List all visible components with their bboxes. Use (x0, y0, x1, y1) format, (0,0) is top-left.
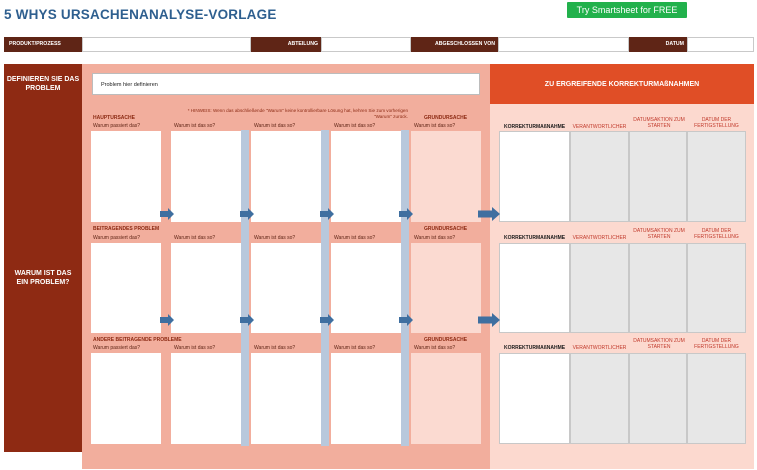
row2-finish-box[interactable] (687, 243, 746, 333)
row3-responsible-box[interactable] (570, 353, 629, 444)
row3-cause-label: ANDERE BEITRAGENDE PROBLEME (93, 337, 182, 343)
connector-strip (321, 130, 329, 446)
row3-why1-box[interactable] (91, 353, 161, 444)
row2-responsible-box[interactable] (570, 243, 629, 333)
define-problem-label: DEFINIEREN SIE DAS PROBLEM (4, 64, 82, 104)
page-title: 5 WHYS URSACHENANALYSE-VORLAGE (4, 7, 277, 22)
row3-start-hdr: DATUMSAKTION ZUM STARTEN (633, 338, 685, 350)
arrow-right-icon (399, 314, 413, 326)
row2-cause-label: BEITRAGENDES PROBLEM (93, 226, 160, 232)
row1-why2-box[interactable] (171, 131, 241, 222)
arrow-right-icon (240, 314, 254, 326)
row2-responsible-hdr: VERANTWORTLICHER (572, 235, 627, 241)
product-input[interactable] (82, 37, 251, 52)
row1-why4-box[interactable] (331, 131, 401, 222)
problem-input[interactable]: Problem hier definieren (92, 73, 480, 95)
row2-root-label: GRUNDURSACHE (424, 226, 468, 232)
row3-start-box[interactable] (629, 353, 687, 444)
row1-why3-box[interactable] (251, 131, 321, 222)
department-label: ABTEILUNG (251, 37, 321, 52)
date-label: DATUM (629, 37, 687, 52)
row3-q2: Warum ist das so? (174, 345, 216, 351)
row1-root-box[interactable] (411, 131, 481, 222)
row2-q4: Warum ist das so? (334, 235, 376, 241)
row3-q4: Warum ist das so? (334, 345, 376, 351)
row2-action-hdr: KORREKTURMAßNAHME (504, 235, 566, 241)
row1-q4: Warum ist das so? (334, 123, 376, 129)
row1-cause-label: HAUPTURSACHE (93, 115, 135, 121)
row1-root-label: GRUNDURSACHE (424, 115, 468, 121)
arrow-right-icon (160, 208, 174, 220)
row3-action-hdr: KORREKTURMAßNAHME (504, 345, 566, 351)
row1-finish-hdr: DATUM DER FERTIGSTELLUNG (694, 117, 739, 129)
row3-why4-box[interactable] (331, 353, 401, 444)
arrow-right-icon (240, 208, 254, 220)
corrective-actions-header: ZU ERGREIFENDE KORREKTURMAßNAHMEN (490, 64, 754, 104)
row1-start-hdr: DATUMSAKTION ZUM STARTEN (633, 117, 685, 129)
why-problem-label: WARUM IST DAS EIN PROBLEM? (4, 104, 82, 452)
completed-by-label: ABGESCHLOSSEN VON (411, 37, 498, 52)
row1-responsible-box[interactable] (570, 131, 629, 222)
row2-root-box[interactable] (411, 243, 481, 333)
product-label: PRODUKT/PROZESS (4, 37, 82, 52)
row3-finish-box[interactable] (687, 353, 746, 444)
arrow-right-icon (399, 208, 413, 220)
row2-why4-box[interactable] (331, 243, 401, 333)
row3-action-box[interactable] (499, 353, 570, 444)
row1-action-box[interactable] (499, 131, 570, 222)
connector-strip (401, 130, 409, 446)
arrow-right-icon (478, 207, 500, 221)
arrow-right-icon (478, 313, 500, 327)
row3-responsible-hdr: VERANTWORTLICHER (572, 345, 627, 351)
row1-q2: Warum ist das so? (174, 123, 216, 129)
row3-q3: Warum ist das so? (254, 345, 296, 351)
row2-why1-box[interactable] (91, 243, 161, 333)
hint-note: * HINWEIS: Wenn das abschließende "Warum" keine kontrollierbare Lösung hat, kehren Sie zum vorherigen "Warum" zurück. (187, 108, 408, 119)
row1-q5: Warum ist das so? (414, 123, 456, 129)
row1-why1-box[interactable] (91, 131, 161, 222)
row1-start-box[interactable] (629, 131, 687, 222)
row2-q2: Warum ist das so? (174, 235, 216, 241)
row1-responsible-hdr: VERANTWORTLICHER (572, 124, 627, 130)
row1-finish-box[interactable] (687, 131, 746, 222)
row1-action-hdr: KORREKTURMAßNAHME (504, 124, 566, 130)
date-input[interactable] (687, 37, 754, 52)
row3-q5: Warum ist das so? (414, 345, 456, 351)
connector-strip (241, 130, 249, 446)
try-smartsheet-button[interactable]: Try Smartsheet for FREE (567, 2, 687, 18)
row2-start-hdr: DATUMSAKTION ZUM STARTEN (633, 228, 685, 240)
row3-q1: Warum passiert das? (93, 345, 141, 351)
arrow-right-icon (320, 208, 334, 220)
row2-q1: Warum passiert das? (93, 235, 141, 241)
department-input[interactable] (321, 37, 411, 52)
completed-by-input[interactable] (498, 37, 629, 52)
row3-why2-box[interactable] (171, 353, 241, 444)
row2-q3: Warum ist das so? (254, 235, 296, 241)
arrow-right-icon (320, 314, 334, 326)
row2-why3-box[interactable] (251, 243, 321, 333)
row1-q3: Warum ist das so? (254, 123, 296, 129)
row2-q5: Warum ist das so? (414, 235, 456, 241)
row2-action-box[interactable] (499, 243, 570, 333)
row2-start-box[interactable] (629, 243, 687, 333)
arrow-right-icon (160, 314, 174, 326)
row2-why2-box[interactable] (171, 243, 241, 333)
row3-root-label: GRUNDURSACHE (424, 337, 468, 343)
row3-finish-hdr: DATUM DER FERTIGSTELLUNG (694, 338, 739, 350)
row1-q1: Warum passiert das? (93, 123, 141, 129)
row2-finish-hdr: DATUM DER FERTIGSTELLUNG (694, 228, 739, 240)
row3-root-box[interactable] (411, 353, 481, 444)
row3-why3-box[interactable] (251, 353, 321, 444)
